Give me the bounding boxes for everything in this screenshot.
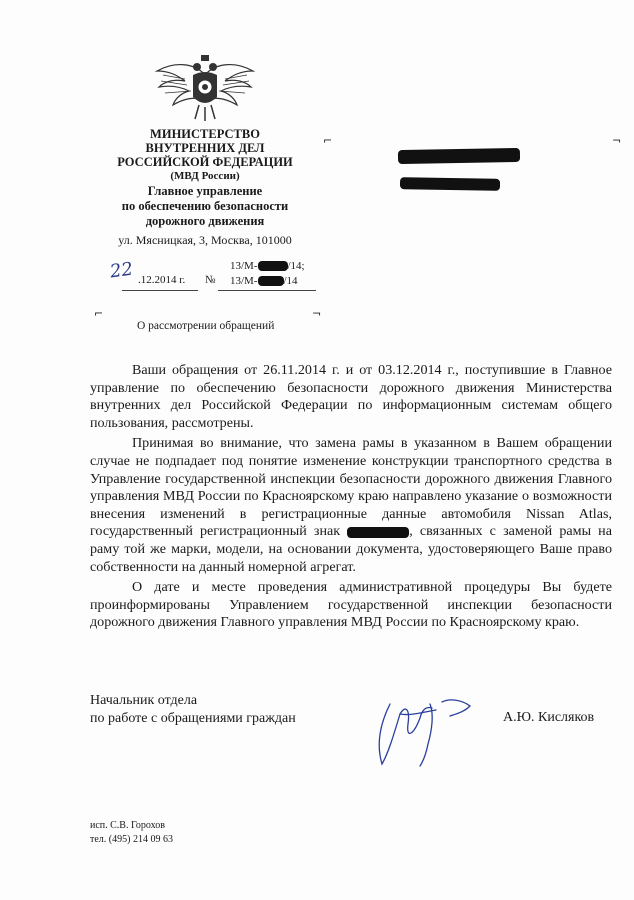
date-underline (122, 290, 198, 291)
reference-number-2: 13/М- /14 (230, 275, 298, 287)
paragraph-2: Принимая во внимание, что замена рамы в указанном в Вашем обращении случае не подпадает под понятие изменение конструкции транспортного средства в Управление государственной инспекции безопасности дорожного движения Главного управления МВД России по Красноярскому краю направлено указание о возможности внесения изменений в регистрационные данные автомобиля Nissan Atlas, государственный регистрационный знак , связанных с заменой рамы на раму той же марки, модели, на основании документа, удостоверяющего Ваше право собственности на данный номерной агрегат. (90, 435, 612, 575)
subject-line: О рассмотрении обращений (137, 320, 275, 332)
redacted-addressee-address (400, 177, 500, 191)
ministry-line-1: МИНИСТЕРСТВО (150, 127, 260, 141)
letter-body (90, 362, 612, 635)
dept-line-2: по обеспечению безопасности (121, 199, 289, 213)
redacted-addressee-name (398, 148, 520, 164)
ministry-address: ул. Мясницкая, 3, Москва, 101000 (118, 233, 292, 247)
signatory-title: Начальник отдела по работе с обращениями граждан (90, 693, 296, 726)
executor-name: исп. С.В. Горохов (90, 820, 165, 831)
paragraph-1: Ваши обращения от 26.11.2014 г. и от 03.12.2014 г., поступившие в Главное управление по обеспечению безопасности дорожного движения Министерства внутренних дел Российской Федерации по информационным системам общего пользования, рассмотрены. (90, 362, 612, 431)
reference-number-1: 13/М- /14; (230, 260, 305, 272)
executor-phone: тел. (495) 214 09 63 (90, 834, 173, 845)
ministry-name (105, 127, 305, 183)
dept-line-1: Главное управление (147, 184, 263, 198)
number-sign: № (205, 274, 216, 286)
subject-corner-left: ⌐ (94, 307, 104, 320)
date-rest: .12.2014 г. (138, 274, 186, 286)
ministry-short-name: (МВД России) (170, 170, 240, 182)
executor-info (90, 819, 173, 847)
ministry-line-3: РОССИЙСКОЙ ФЕДЕРАЦИИ (117, 155, 293, 169)
department-name (105, 184, 305, 229)
redacted-plate-number (347, 527, 409, 538)
subject-corner-right: ¬ (312, 307, 322, 320)
dept-line-3: дорожного движения (145, 214, 265, 228)
addressee-corner-left: ⌐ (323, 134, 333, 147)
handwritten-day: 22 (108, 258, 135, 283)
ministry-line-2: ВНУТРЕННИХ ДЕЛ (145, 141, 265, 155)
signatory-name: А.Ю. Кисляков (503, 710, 595, 725)
number-underline (218, 290, 316, 291)
double-headed-eagle-emblem (155, 53, 255, 123)
addressee-corner-right: ¬ (612, 134, 622, 147)
paragraph-3: О дате и месте проведения административной процедуры Вы будете проинформированы Управлением государственной инспекции безопасности дорожного движения Главного управления МВД России по Красноярскому краю. (90, 579, 612, 631)
handwritten-signature (370, 684, 480, 774)
